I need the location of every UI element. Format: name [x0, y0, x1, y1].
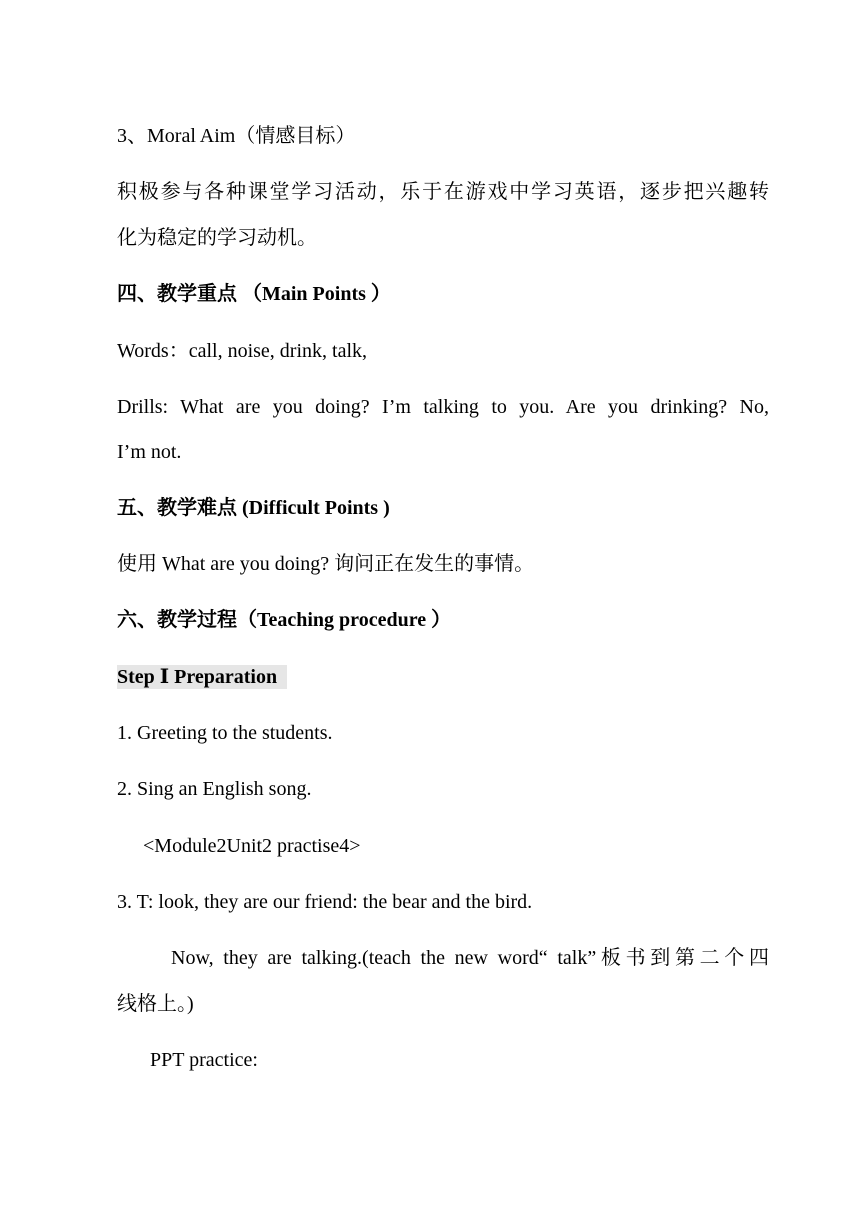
list-item-2-detail: <Module2Unit2 practise4> [143, 835, 361, 857]
list-item-3-detail-line1: Now, they are talking.(teach the new word“ talk”板书到第二个四 [171, 947, 769, 969]
drills-line1: Drills: What are you doing? I’m talking to you. Are you drinking? No, [117, 396, 769, 418]
difficult-points-text: 使用 What are you doing? 询问正在发生的事情。 [117, 553, 535, 575]
step1-heading-row [117, 665, 769, 689]
procedure-heading: 六、教学过程（Teaching procedure ） [117, 609, 452, 631]
step1-heading: Step Ⅰ Preparation [117, 665, 287, 689]
main-points-heading: 四、教学重点 （Main Points ） [117, 283, 391, 305]
ppt-practice-label: PPT practice: [150, 1049, 258, 1071]
drills-line2: I’m not. [117, 441, 182, 463]
list-item-1: 1. Greeting to the students. [117, 722, 333, 744]
list-item-3-detail-line2: 线格上。) [117, 993, 194, 1015]
moral-aim-text-line1: 积极参与各种课堂学习活动，乐于在游戏中学习英语，逐步把兴趣转 [117, 181, 769, 203]
list-item-2: 2. Sing an English song. [117, 778, 312, 800]
list-item-3: 3. T: look, they are our friend: the bear and the bird. [117, 891, 533, 913]
moral-aim-heading: 3、Moral Aim（情感目标） [117, 125, 356, 147]
words-line: Words：call, noise, drink, talk, [117, 340, 368, 362]
difficult-points-heading: 五、教学难点 (Difficult Points ) [117, 497, 390, 519]
moral-aim-text-line2: 化为稳定的学习动机。 [117, 227, 317, 249]
